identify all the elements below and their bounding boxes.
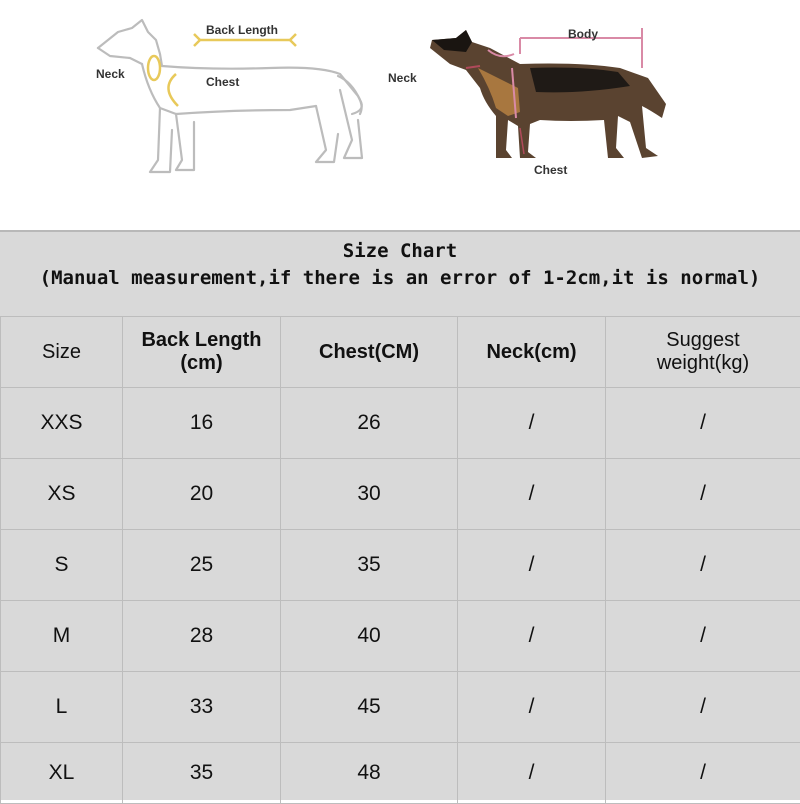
cell-neck: / [458, 388, 606, 459]
cell-weight: / [606, 601, 800, 672]
table-header-row [1, 317, 800, 388]
table-row [1, 672, 800, 743]
neck-label-left: Neck [96, 67, 125, 81]
cell-back-length: 20 [123, 459, 281, 530]
cell-back-length: 25 [123, 530, 281, 601]
cell-size: XS [1, 459, 123, 530]
table-row [1, 530, 800, 601]
size-chart-title: Size Chart [0, 238, 800, 265]
size-chart-header [0, 230, 800, 316]
header-neck: Neck(cm) [458, 317, 606, 388]
cell-chest: 26 [281, 388, 458, 459]
cell-chest: 48 [281, 743, 458, 804]
cell-back-length: 35 [123, 743, 281, 804]
header-chest: Chest(CM) [281, 317, 458, 388]
cell-chest: 35 [281, 530, 458, 601]
table-row [1, 601, 800, 672]
table-row [1, 743, 800, 804]
cell-back-length: 16 [123, 388, 281, 459]
cell-back-length: 28 [123, 601, 281, 672]
size-chart-note: (Manual measurement,if there is an error of 1-2cm,it is normal) [0, 265, 800, 292]
cell-neck: / [458, 530, 606, 601]
table-row [1, 459, 800, 530]
shepherd-dog-diagram [380, 8, 680, 198]
cell-neck: / [458, 459, 606, 530]
header-size: Size [1, 317, 123, 388]
cell-weight: / [606, 743, 800, 804]
size-chart [0, 230, 800, 800]
table-row [1, 388, 800, 459]
cell-weight: / [606, 530, 800, 601]
body-label: Body [568, 27, 598, 41]
cell-neck: / [458, 743, 606, 804]
back-length-label: Back Length [206, 23, 278, 37]
header-back-length: Back Length (cm) [123, 317, 281, 388]
cell-size: M [1, 601, 123, 672]
cell-size: L [1, 672, 123, 743]
cell-weight: / [606, 388, 800, 459]
size-table [0, 316, 800, 804]
measurement-diagrams [0, 0, 800, 230]
chest-label-left: Chest [206, 75, 239, 89]
cell-chest: 40 [281, 601, 458, 672]
chest-label-right: Chest [534, 163, 567, 177]
header-suggest-weight: Suggest weight(kg) [606, 317, 800, 388]
cell-weight: / [606, 459, 800, 530]
neck-label-right: Neck [388, 71, 417, 85]
cell-weight: / [606, 672, 800, 743]
cell-chest: 45 [281, 672, 458, 743]
cell-back-length: 33 [123, 672, 281, 743]
cell-neck: / [458, 672, 606, 743]
cell-size: XXS [1, 388, 123, 459]
cell-size: S [1, 530, 123, 601]
cell-neck: / [458, 601, 606, 672]
cell-size: XL [1, 743, 123, 804]
cell-chest: 30 [281, 459, 458, 530]
